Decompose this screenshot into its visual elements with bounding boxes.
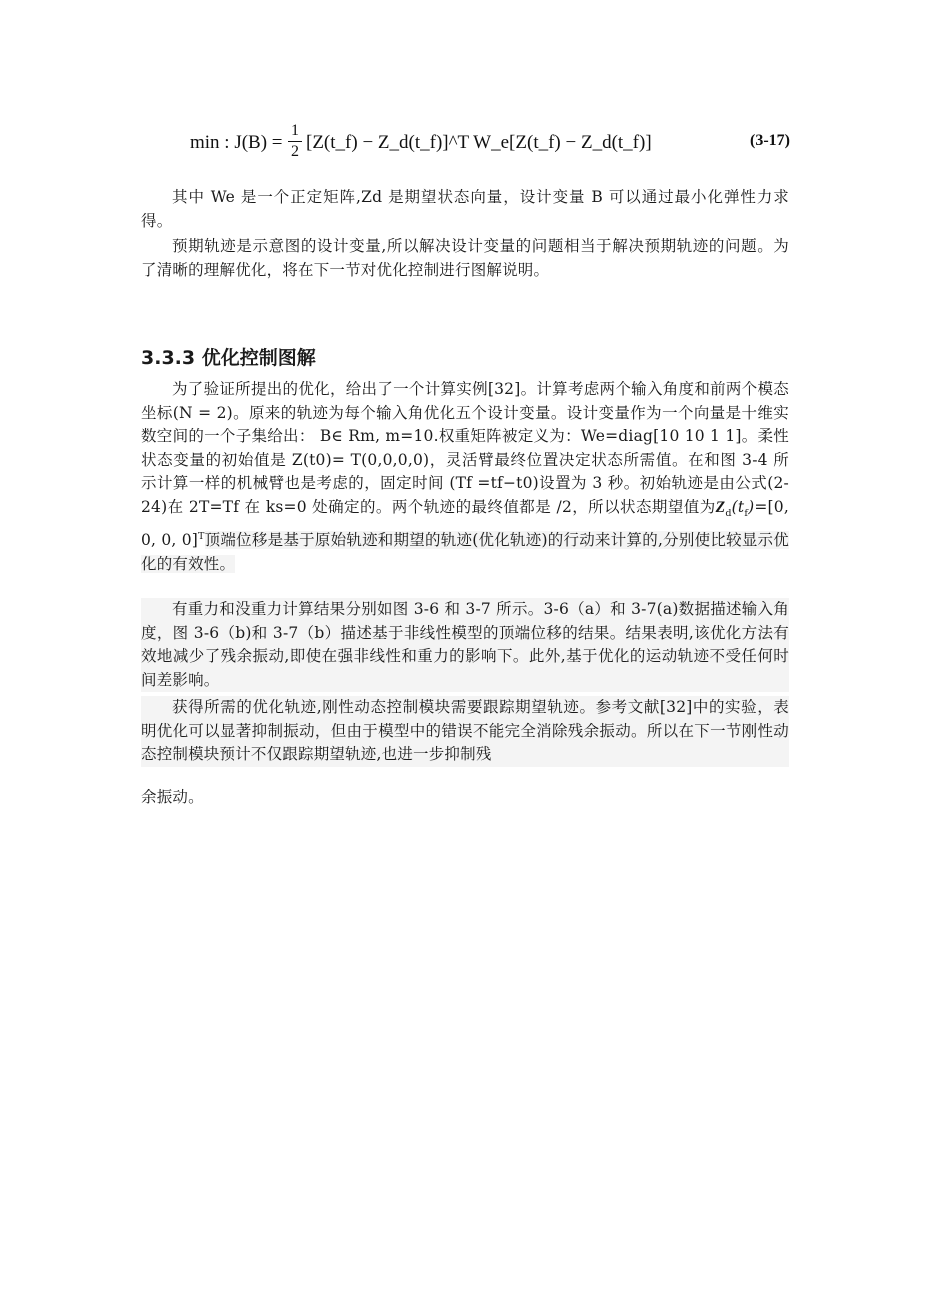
example-text-2: =[0, 0, 0, 0]: [141, 497, 789, 550]
z-subscript: d: [725, 507, 732, 519]
z-arg-close: ): [748, 497, 755, 516]
equation-lhs: min : J(B) =: [190, 132, 283, 153]
paragraph-expected-trajectory: 预期轨迹是示意图的设计变量,所以解决设计变量的问题相当于解决预期轨迹的问题。为了清晰的理解优化，将在下一节对优化控制进行图解说明。: [141, 237, 789, 279]
equation-number: (3-17): [750, 132, 790, 149]
z-symbol: Z: [715, 498, 726, 516]
fraction-numerator: 1: [291, 122, 299, 139]
equation-fraction: [288, 122, 302, 161]
equation-rhs: [Z(t_f) − Z_d(t_f)]^T W_e[Z(t_f) − Z_d(t_f)]: [306, 132, 652, 153]
z-arg-subscript: f: [744, 507, 749, 519]
example-text-1: 为了验证所提出的优化，给出了一个计算实例[32]。计算考虑两个输入角度和前两个模态坐标(N = 2)。原来的轨迹为每个输入角优化五个设计变量。设计变量作为一个向量是十维实数空间的一个子集给出： B∈ Rm, m=10.权重矩阵被定义为：We=diag[10 10 1 1]。柔性状态变量的初始值是 Z(t0)= T(0,0,0,0)，灵活臂最终位置决定状态所需值。在和图 3-4 所示计算一样的机械臂也是考虑的，固定时间 (Tf =tf−t0)设置为 3 秒。初始轨迹是由公式(2-24)在 2T=Tf 在 ks=0 处确定的。两个轨迹的最终值都是 /2，所以状态期望值为: [141, 380, 789, 516]
paragraph-tracking: 获得所需的优化轨迹,刚性动态控制模块需要跟踪期望轨迹。参考文献[32]中的实验，表明优化可以显著抑制振动，但由于模型中的错误不能完全消除残余振动。所以在下一节刚性动态控制模块预计不仅跟踪期望轨迹,也进一步抑制残: [141, 696, 789, 767]
paragraph-we-definition: 其中 We 是一个正定矩阵,Zd 是期望状态向量，设计变量 B 可以通过最小化弹性力求得。: [141, 188, 789, 230]
example-text-3: 顶端位移是基于原始轨迹和期望的轨迹(优化轨迹)的行动来计算的,分别使比较显示优化的有效性。: [141, 531, 789, 573]
equation-3-17: [190, 120, 790, 172]
z-arg: (t: [731, 497, 745, 516]
paragraph-example: [141, 378, 789, 576]
paragraph-tracking-end: 余振动。: [141, 788, 204, 806]
section-heading: 3.3.3 优化控制图解: [141, 347, 316, 369]
paragraph-results: 有重力和没重力计算结果分别如图 3-6 和 3-7 所示。3-6（a）和 3-7(a)数据描述输入角度，图 3-6（b)和 3-7（b）描述基于非线性模型的顶端位移的结果。结果表明,该优化方法有效地减少了残余振动,即使在强非线性和重力的影响下。此外,基于优化的运动轨迹不受任何时间差影响。: [141, 598, 789, 692]
transpose-superscript: T: [198, 531, 205, 543]
fraction-denominator: 2: [291, 143, 299, 160]
